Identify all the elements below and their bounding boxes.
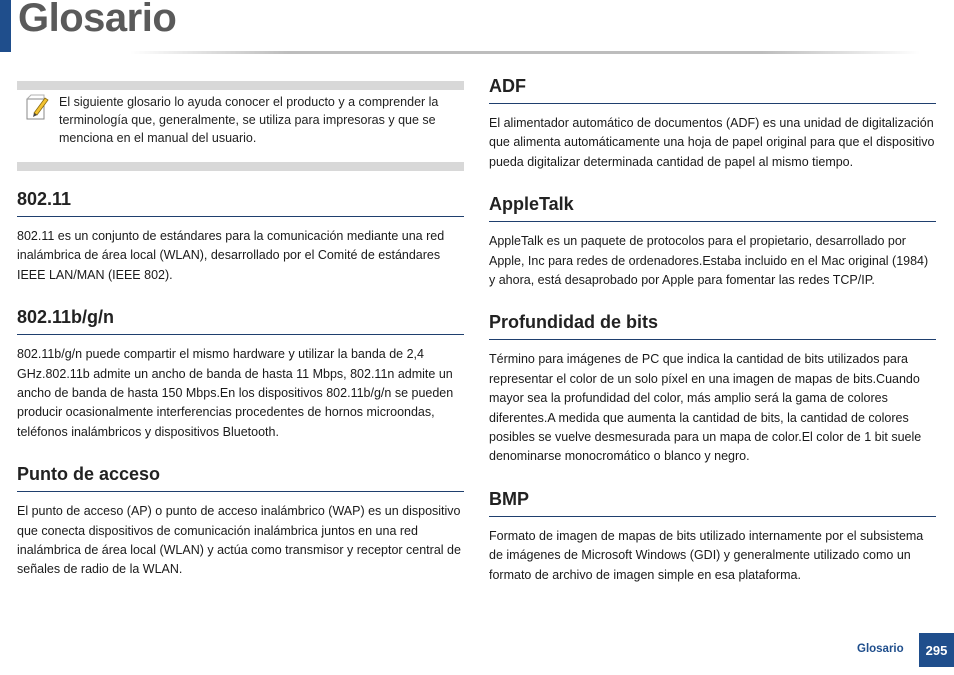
section-appletalk — [489, 194, 936, 290]
page-number: 295 — [919, 633, 954, 667]
section-profundidad-de-bits — [489, 312, 936, 466]
section-heading: Profundidad de bits — [489, 312, 936, 340]
section-heading: 802.11b/g/n — [17, 307, 464, 335]
section-body: 802.11b/g/n puede compartir el mismo hardware y utilizar la banda de 2,4 GHz.802.11b admite un ancho de banda de hasta 11 Mbps, 802.11n admite un ancho de banda de hasta 150 Mbps.En los dispositivos 802.11b/g/n se pueden producir ocasionalmente interferencias procedentes de hornos microondas, teléfonos inalámbricos y dispositivos Bluetooth. — [17, 347, 454, 439]
pencil-note-icon — [25, 93, 51, 121]
header-accent-bar — [0, 0, 11, 52]
footer-chapter-link[interactable]: Glosario — [857, 643, 904, 655]
section-heading: Punto de acceso — [17, 464, 464, 492]
note-text: El siguiente glosario lo ayuda conocer el producto y a comprender la terminología que, generalmente, se utiliza para impresoras y que se menciona en el manual del usuario. — [59, 95, 439, 145]
title-divider — [130, 51, 920, 54]
section-adf — [489, 76, 936, 172]
left-column — [17, 76, 464, 580]
section-body: 802.11 es un conjunto de estándares para la comunicación mediante una red inalámbrica de área local (WLAN), desarrollado por el Comité de estándares IEEE LAN/MAN (IEEE 802). — [17, 229, 445, 282]
section-heading: AppleTalk — [489, 194, 936, 222]
section-body: AppleTalk es un paquete de protocolos para el propietario, desarrollado por Apple, Inc para redes de ordenadores.Estaba incluido en el Mac original (1984) y ahora, está desaprobado por Apple para fomentar las redes TCP/IP. — [489, 234, 929, 288]
section-bmp — [489, 489, 936, 585]
section-body: Término para imágenes de PC que indica la cantidad de bits utilizados para representar el color de un solo píxel en una imagen de mapas de bits.Cuando mayor sea la profundidad del color, más amplio será la gama de colores diferentes.A medida que aumenta la cantidad de bits, la cantidad de colores posibles se vuelve desmesurada para un mapa de color.El color de 1 bit suele denominarse monocromático o blanco y negro. — [489, 352, 922, 464]
section-body: El punto de acceso (AP) o punto de acceso inalámbrico (WAP) es un dispositivo que conecta dispositivos de comunicación inalámbrica juntos en una red inalámbrica de área local (WLAN) y actúa como transmisor y receptor central de señales de radio de la WLAN. — [17, 504, 461, 577]
section-heading: BMP — [489, 489, 936, 517]
note-box — [17, 81, 464, 171]
section-body: El alimentador automático de documentos (ADF) es una unidad de digitalización que alimenta automáticamente una hoja de papel original para que el dispositivo pueda digitalizar determinada cantidad de papel al mismo tiempo. — [489, 116, 935, 169]
section-802-11 — [17, 189, 464, 285]
section-heading: 802.11 — [17, 189, 464, 217]
section-body: Formato de imagen de mapas de bits utilizado internamente por el subsistema de imágenes de Microsoft Windows (GDI) y generalmente utilizado como un formato de archivo de imagen simple en esa plataforma. — [489, 528, 924, 582]
right-column — [489, 76, 936, 585]
section-heading: ADF — [489, 76, 936, 104]
section-802-11bgn — [17, 307, 464, 442]
section-punto-de-acceso — [17, 464, 464, 580]
page-title: Glosario — [18, 0, 177, 40]
